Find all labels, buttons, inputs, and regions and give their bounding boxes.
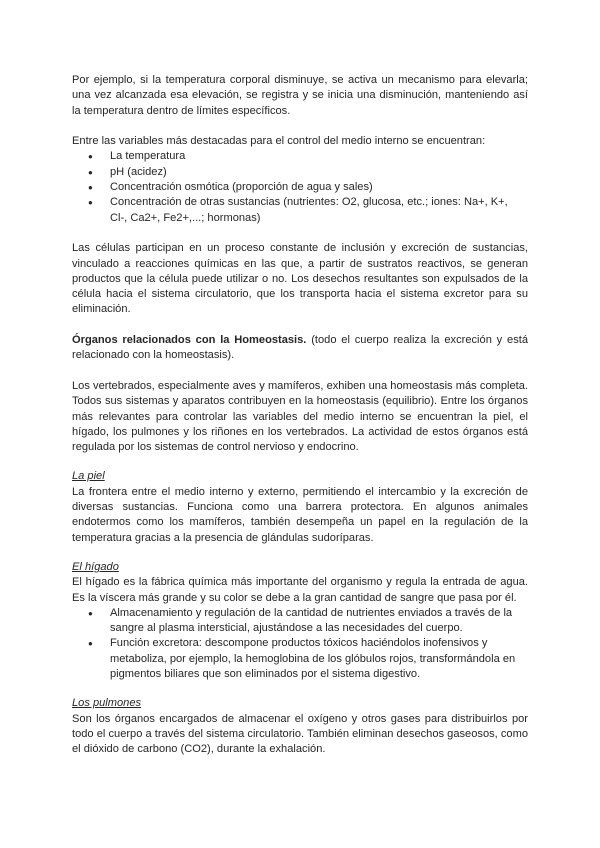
- spacer: [72, 119, 528, 134]
- paragraph-cells: Las células participan en un proceso constante de inclusión y excreción de sustancias, vinculado a reacciones químicas en las que, a partir de sustratos reactivos, se generan productos que la célula puede utilizar o no. Los desechos resultantes son expulsados de la célula hacia el sistema circulatorio, que los transporta hacia el sistema excretor para su eliminación.: [72, 242, 528, 316]
- variables-intro: Entre las variables más destacadas para el control del medio interno se encuentran:: [72, 135, 486, 148]
- list-item: ● Concentración de otras sustancias (nutrientes: O2, glucosa, etc.; iones: Na+, K+, Cl-, Ca2+, Fe2+,...; hormonas): [110, 195, 528, 226]
- organs-heading-note: (todo el cuerpo realiza la excreción y está relacionado con la homeostasis).: [72, 334, 528, 362]
- list-item: ● Almacenamiento y regulación de la cantidad de nutrientes enviados a través de la sangre al plasma intersticial, ajustándose a las necesidades del cuerpo.: [110, 606, 528, 637]
- organs-heading: [72, 333, 528, 364]
- variables-list: [72, 149, 528, 225]
- spacer: [72, 682, 528, 696]
- spacer: [72, 364, 528, 379]
- section-title-skin: La piel: [72, 470, 105, 483]
- paragraph-skin: La frontera entre el medio interno y externo, permitiendo el intercambio y la excreción de diversas sustancias. Funciona como una barrera protectora. En algunos animales endotermos como los mamíferos, también desempeña un papel en la regulación de la temperatura gracias a la presencia de glándulas sudoríparas.: [72, 485, 528, 544]
- liver-functions-list: [72, 606, 528, 682]
- spacer: [72, 318, 528, 333]
- list-item: ● pH (acidez): [110, 165, 528, 180]
- spacer: [72, 455, 528, 469]
- spacer: [72, 546, 528, 560]
- section-title-liver: El hígado: [72, 560, 119, 573]
- document-page: [72, 73, 528, 757]
- spacer: [72, 226, 528, 241]
- organs-heading-title: Órganos relacionados con la Homeostasis.: [72, 334, 307, 347]
- paragraph-liver: El hígado es la fábrica química más importante del organismo y regula la entrada de agua. Es la víscera más grande y su color se debe a la gran cantidad de sangre que pasa por él.: [72, 576, 528, 604]
- paragraph-lungs: Son los órganos encargados de almacenar el oxígeno y otros gases para distribuirlos por todo el cuerpo a través del sistema circulatorio. También eliminan desechos gaseosos, como el dióxido de carbono (CO2), durante la exhalación.: [72, 712, 528, 756]
- section-title-lungs: Los pulmones: [72, 697, 142, 710]
- paragraph-vertebrates: Los vertebrados, especialmente aves y mamíferos, exhiben una homeostasis más completa. Todos sus sistemas y aparatos contribuyen en la homeostasis (equilibrio). Entre los órganos más relevantes para controlar las variables del medio interno se encuentran la piel, el hígado, los pulmones y los riñones en los vertebrados. La actividad de estos órganos está regulada por los sistemas de control nervioso y endocrino.: [72, 379, 528, 454]
- list-item: ● La temperatura: [110, 149, 528, 164]
- list-item: ● Función excretora: descompone productos tóxicos haciéndolos inofensivos y metaboliza, por ejemplo, la hemoglobina de los glóbulos rojos, transformándola en pigmentos biliares que son eliminados por el sistema digestivo.: [110, 636, 528, 682]
- list-item: ● Concentración osmótica (proporción de agua y sales): [110, 180, 528, 195]
- paragraph-temperature-example: Por ejemplo, si la temperatura corporal disminuye, se activa un mecanismo para elevarla; una vez alcanzada esa elevación, se registra y se inicia una disminución, manteniendo así la temperatura dentro de límites específicos.: [72, 74, 528, 117]
